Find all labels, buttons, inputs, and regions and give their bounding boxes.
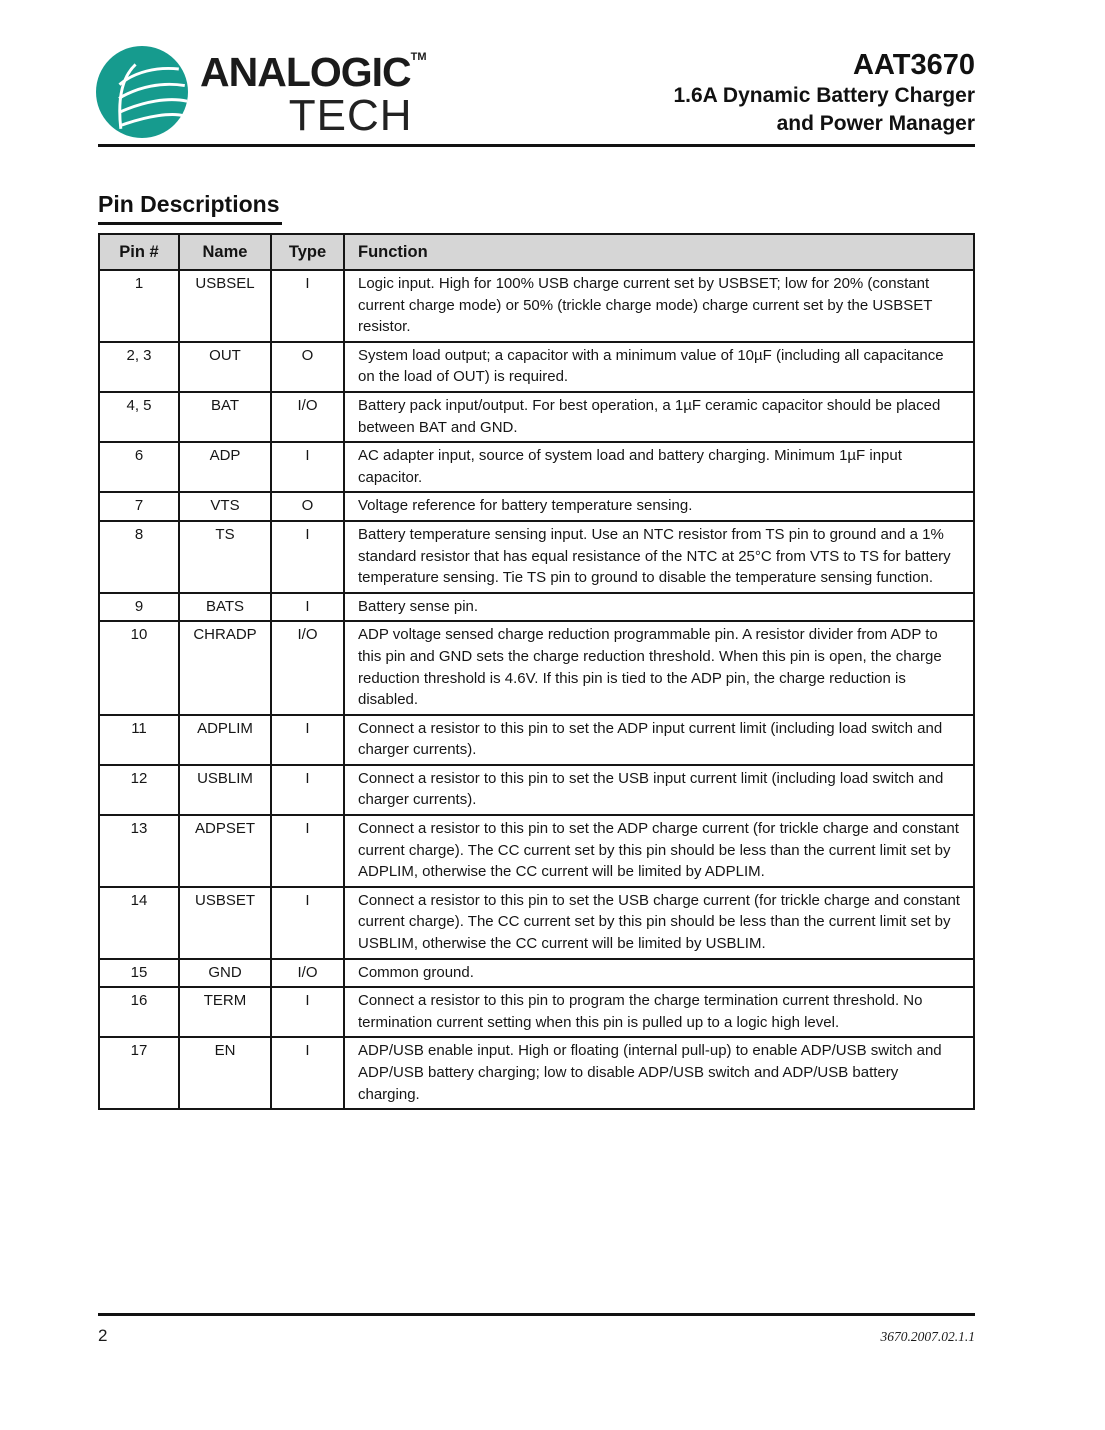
function-cell: ADP voltage sensed charge reduction programmable pin. A resistor divider from ADP to this pin and GND sets the charge reduction threshold. When this pin is open, the charge reduction threshold is 4.6V. If this pin is tied to the ADP pin, the charge reduction is disabled. [344, 621, 974, 714]
column-header-name: Name [179, 234, 271, 270]
function-cell: Connect a resistor to this pin to program the charge termination current threshold. No termination current setting when this pin is pulled up to a logic high level. [344, 987, 974, 1037]
type-cell: I/O [271, 621, 344, 714]
name-cell: BATS [179, 593, 271, 622]
name-cell: BAT [179, 392, 271, 442]
type-cell: I [271, 521, 344, 593]
table-header-row [99, 234, 974, 270]
part-subtitle-line1: 1.6A Dynamic Battery Charger [673, 84, 975, 107]
pin-cell: 12 [99, 765, 179, 815]
table-row [99, 270, 974, 342]
column-header-function: Function [344, 234, 974, 270]
function-cell: Connect a resistor to this pin to set the USB charge current (for trickle charge and constant current charge). The CC current set by this pin should be less than the current limit set by USBLIM, otherwise the CC current will be limited by USBLIM. [344, 887, 974, 959]
trademark-symbol: TM [410, 51, 427, 63]
name-cell: ADPLIM [179, 715, 271, 765]
function-cell: Connect a resistor to this pin to set the ADP charge current (for trickle charge and constant current charge). The CC current set by this pin should be less than the current limit set by ADPLIM, otherwise the CC current will be limited by ADPLIM. [344, 815, 974, 887]
table-row [99, 621, 974, 714]
function-cell: Logic input. High for 100% USB charge current set by USBSET; low for 20% (constant current charge mode) or 50% (trickle charge mode) charge current set by the USBSET resistor. [344, 270, 974, 342]
brand-name [200, 49, 427, 95]
name-cell: CHRADP [179, 621, 271, 714]
name-cell: OUT [179, 342, 271, 392]
table-row [99, 342, 974, 392]
pin-cell: 10 [99, 621, 179, 714]
footer-divider [98, 1313, 975, 1316]
pin-cell: 16 [99, 987, 179, 1037]
pin-cell: 8 [99, 521, 179, 593]
name-cell: ADPSET [179, 815, 271, 887]
name-cell: USBLIM [179, 765, 271, 815]
column-header-pin: Pin # [99, 234, 179, 270]
type-cell: I [271, 270, 344, 342]
brand-wordmark [200, 46, 427, 138]
table-row [99, 715, 974, 765]
table-row [99, 392, 974, 442]
type-cell: O [271, 342, 344, 392]
pin-cell: 14 [99, 887, 179, 959]
name-cell: USBSET [179, 887, 271, 959]
table-row [99, 887, 974, 959]
type-cell: I [271, 1037, 344, 1109]
function-cell: AC adapter input, source of system load and battery charging. Minimum 1µF input capacitor. [344, 442, 974, 492]
type-cell: I [271, 442, 344, 492]
brand-name-text: ANALOGIC [200, 49, 411, 95]
pin-descriptions-table [98, 233, 975, 1110]
type-cell: I/O [271, 959, 344, 988]
function-cell: Common ground. [344, 959, 974, 988]
page-number: 2 [98, 1326, 108, 1345]
table-row [99, 593, 974, 622]
part-number: AAT3670 [853, 49, 975, 81]
doc-version: 3670.2007.02.1.1 [880, 1329, 975, 1344]
name-cell: USBSEL [179, 270, 271, 342]
type-cell: I [271, 987, 344, 1037]
function-cell: Connect a resistor to this pin to set the USB input current limit (including load switch and charger currents). [344, 765, 974, 815]
brand-name-line2: TECH [288, 91, 413, 140]
table-row [99, 492, 974, 521]
table-row [99, 1037, 974, 1109]
pin-cell: 7 [99, 492, 179, 521]
name-cell: TERM [179, 987, 271, 1037]
name-cell: GND [179, 959, 271, 988]
table-row [99, 815, 974, 887]
table-row [99, 987, 974, 1037]
column-header-type: Type [271, 234, 344, 270]
table-row [99, 442, 974, 492]
pin-cell: 17 [99, 1037, 179, 1109]
pin-cell: 15 [99, 959, 179, 988]
section-title: Pin Descriptions [98, 191, 282, 225]
function-cell: Battery pack input/output. For best operation, a 1µF ceramic capacitor should be placed between BAT and GND. [344, 392, 974, 442]
type-cell: I [271, 887, 344, 959]
pin-cell: 1 [99, 270, 179, 342]
function-cell: Battery sense pin. [344, 593, 974, 622]
header-divider [98, 144, 975, 147]
footer [98, 1324, 975, 1346]
type-cell: I/O [271, 392, 344, 442]
table-row [99, 959, 974, 988]
function-cell: Voltage reference for battery temperature sensing. [344, 492, 974, 521]
table-header [99, 234, 974, 270]
document-title-block [673, 48, 975, 138]
pin-cell: 11 [99, 715, 179, 765]
name-cell: VTS [179, 492, 271, 521]
analogictech-leaf-logo-icon [96, 46, 188, 138]
function-cell: Connect a resistor to this pin to set the ADP input current limit (including load switch and charger currents). [344, 715, 974, 765]
part-subtitle-line2: and Power Manager [776, 112, 975, 135]
pin-cell: 4, 5 [99, 392, 179, 442]
type-cell: I [271, 765, 344, 815]
pin-cell: 13 [99, 815, 179, 887]
pin-cell: 9 [99, 593, 179, 622]
name-cell: ADP [179, 442, 271, 492]
logo [96, 46, 427, 138]
function-cell: Battery temperature sensing input. Use an NTC resistor from TS pin to ground and a 1% standard resistor that has equal resistance of the NTC at 25°C from VTS to TS for battery temperature sensing. Tie TS pin to ground to disable the temperature sensing function. [344, 521, 974, 593]
pin-cell: 2, 3 [99, 342, 179, 392]
function-cell: System load output; a capacitor with a minimum value of 10µF (including all capacitance on the load of OUT) is required. [344, 342, 974, 392]
table-row [99, 765, 974, 815]
type-cell: I [271, 593, 344, 622]
type-cell: O [271, 492, 344, 521]
pin-cell: 6 [99, 442, 179, 492]
name-cell: EN [179, 1037, 271, 1109]
table-row [99, 521, 974, 593]
name-cell: TS [179, 521, 271, 593]
function-cell: ADP/USB enable input. High or floating (internal pull-up) to enable ADP/USB switch and ADP/USB battery charging; low to disable ADP/USB switch and ADP/USB battery charging. [344, 1037, 974, 1109]
pin-table-body [99, 270, 974, 1109]
type-cell: I [271, 715, 344, 765]
type-cell: I [271, 815, 344, 887]
